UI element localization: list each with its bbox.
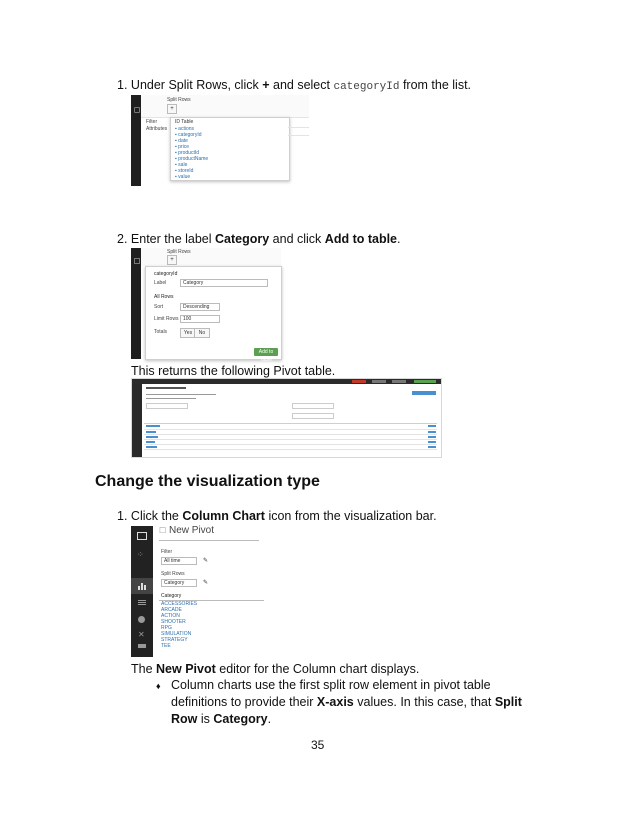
returns-text: This returns the following Pivot table. [131, 364, 336, 378]
totals-label: Totals [154, 329, 168, 335]
table-row[interactable]: ACTION [161, 613, 180, 619]
pivot-title: New Pivot [169, 525, 215, 536]
sort-select[interactable]: Descending [180, 303, 220, 311]
screenshot-split-rows-list [131, 95, 309, 186]
field-dropdown [170, 117, 290, 181]
limit-rows-input[interactable]: 100 [180, 315, 220, 323]
top-bar [132, 379, 441, 384]
table-row[interactable]: ACCESSORIES [161, 601, 198, 607]
table-row[interactable]: TEE [161, 643, 171, 649]
split-row-pill[interactable]: Category [161, 579, 197, 587]
page-number: 35 [311, 738, 325, 752]
table-row[interactable]: RPG [161, 625, 172, 631]
list-header: ID Table [175, 119, 194, 125]
title-icon: ☐ [159, 526, 167, 535]
field-title: categoryId [154, 271, 178, 277]
field-list [175, 126, 208, 180]
filter-pill[interactable]: All time [161, 557, 197, 565]
label-input[interactable]: Category [180, 279, 268, 287]
bullet-text: Column charts use the first split row element in pivot table definitions to provide their X-axis values. In this case, that Split Row is Category. [171, 678, 522, 726]
scatter-icon[interactable]: ⁘ [137, 550, 144, 559]
table-row[interactable]: ARCADE [161, 607, 182, 613]
totals-no-button[interactable]: No [194, 328, 210, 338]
group-title: All Rows [154, 294, 174, 300]
split-rows-title: Split Rows [167, 249, 191, 255]
screenshot-split-row-form [131, 248, 281, 363]
split-row-editor [145, 266, 282, 363]
table-icon[interactable] [137, 532, 147, 540]
limit-rows-label: Limit Rows [154, 316, 179, 322]
section-title: Change the visualization type [95, 473, 320, 490]
list-item[interactable]: ▪ productId [175, 150, 200, 156]
filter-label: Filter [161, 549, 173, 555]
pie-chart-icon[interactable] [138, 616, 145, 623]
totals-yes-button[interactable]: Yes [180, 328, 196, 338]
table-row[interactable]: SIMULATION [161, 631, 192, 637]
list-item[interactable]: ▪ sale [175, 162, 188, 168]
list-item[interactable]: ▪ categoryId [175, 132, 202, 138]
table-row[interactable]: STRATEGY [161, 637, 188, 643]
step-2-text: 2. Enter the label Category and click Add to table. [117, 232, 401, 246]
list-item[interactable]: ▪ actions [175, 126, 195, 132]
code-category-id: categoryId [333, 81, 400, 93]
table-row[interactable]: SHOOTER [161, 619, 186, 625]
label-label: Label [154, 280, 167, 286]
step-3-text: 1. Click the Column Chart icon from the visualization bar. [117, 509, 437, 523]
list-item[interactable]: ▪ value [175, 174, 191, 180]
value-icon[interactable] [138, 644, 146, 648]
edit-filter-icon[interactable]: ✎ [203, 558, 209, 564]
step-number: 2. [117, 232, 128, 246]
add-to-table-button[interactable]: Add to Table [254, 348, 278, 356]
editor-displays-text: The New Pivot editor for the Column chart displays. [131, 662, 420, 676]
sort-label: Sort [154, 304, 164, 310]
line-chart-icon[interactable] [138, 600, 146, 601]
table-header: Category [161, 593, 182, 599]
edit-split-icon[interactable]: ✎ [203, 580, 209, 586]
list-item[interactable]: ▪ productName [175, 156, 209, 162]
add-split-row-button[interactable]: + [167, 104, 177, 114]
column-chart-icon[interactable] [138, 582, 147, 590]
split-rows-title: Split Rows [167, 97, 191, 103]
step-number: 1. [117, 509, 128, 523]
list-item[interactable]: ▪ date [175, 138, 188, 144]
step-number: 1. [117, 78, 128, 92]
attributes-label: Attributes [146, 126, 168, 132]
screenshot-pivot-table [131, 378, 442, 458]
filter-label: Filter [146, 119, 158, 125]
bullet-glyph: ♦ [156, 681, 161, 691]
sidebar [131, 248, 141, 359]
add-split-row-button[interactable]: + [167, 255, 177, 265]
step-1-text: 1. Under Split Rows, click + and select categoryId from the list. [117, 78, 472, 93]
pivot-rows [161, 601, 197, 649]
pivot-icon [134, 107, 140, 113]
sidebar [131, 95, 141, 186]
list-item[interactable]: ▪ price [175, 144, 190, 150]
screenshot-new-pivot [131, 526, 264, 657]
list-item[interactable]: ▪ storeId [175, 168, 194, 174]
pivot-icon [134, 258, 140, 264]
area-chart-icon[interactable]: ✕ [138, 630, 145, 639]
sidebar [132, 384, 142, 457]
split-rows-label: Split Rows [161, 571, 185, 577]
visualization-bar [131, 526, 153, 657]
